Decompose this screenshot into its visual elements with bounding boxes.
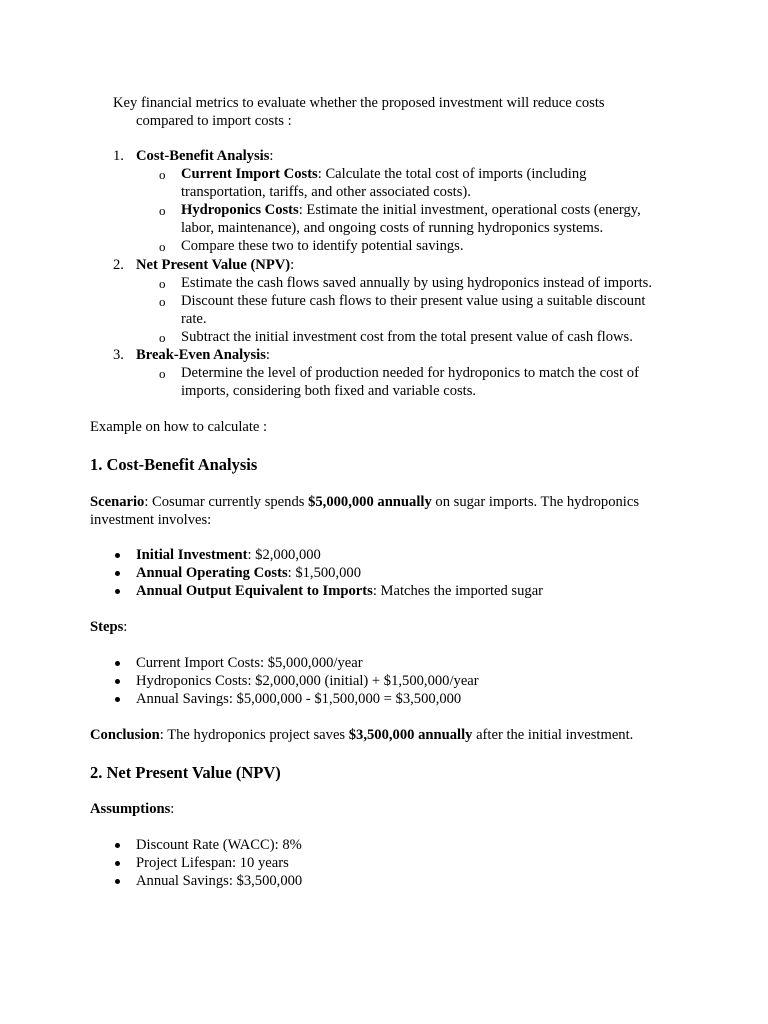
section-2-heading: 2. Net Present Value (NPV) xyxy=(90,763,281,782)
investment-item-2: Annual Operating Costs: $1,500,000 xyxy=(136,565,362,581)
investment-item-3: Annual Output Equivalent to Imports: Matches the imported sugar xyxy=(136,583,544,599)
assumption-1: Discount Rate (WACC): 8% xyxy=(136,837,302,853)
steps-label: Steps: xyxy=(90,619,128,635)
bullet-dot xyxy=(115,879,120,884)
sub-marker: o xyxy=(159,203,166,218)
metric-2-marker: 2. xyxy=(113,257,124,273)
metric-2-sub-2: Discount these future cash flows to their present value using a suitable discount xyxy=(181,293,646,309)
metric-3-title: Break-Even Analysis: xyxy=(136,347,270,363)
metric-2-sub-2-cont: rate. xyxy=(181,311,207,327)
assumption-2: Project Lifespan: 10 years xyxy=(136,855,289,871)
assumption-3: Annual Savings: $3,500,000 xyxy=(136,873,303,889)
sub-marker: o xyxy=(159,330,166,345)
scenario-line-1: Scenario: Cosumar currently spends $5,000,000 annually on sugar imports. The hydroponics xyxy=(90,494,640,510)
sub-marker: o xyxy=(159,366,166,381)
bullet-dot xyxy=(115,571,120,576)
sub-marker: o xyxy=(159,167,166,182)
bullet-dot xyxy=(115,589,120,594)
sub-marker: o xyxy=(159,294,166,309)
metric-1-title: Cost-Benefit Analysis: xyxy=(136,148,274,164)
intro-line-1: Key financial metrics to evaluate whether the proposed investment will reduce costs xyxy=(113,95,605,111)
metric-2-sub-3: Subtract the initial investment cost from the total present value of cash flows. xyxy=(181,329,633,345)
conclusion: Conclusion: The hydroponics project saves $3,500,000 annually after the initial investment. xyxy=(90,727,634,743)
metric-1-sub-1-cont: transportation, tariffs, and other associated costs). xyxy=(181,184,471,200)
sub-marker: o xyxy=(159,239,166,254)
step-3: Annual Savings: $5,000,000 - $1,500,000 = $3,500,000 xyxy=(136,691,462,707)
metric-1-sub-1: Current Import Costs: Calculate the total cost of imports (including xyxy=(181,166,587,182)
bullet-dot xyxy=(115,861,120,866)
intro-line-2: compared to import costs : xyxy=(136,113,292,129)
sub-marker: o xyxy=(159,276,166,291)
metric-1-sub-2: Hydroponics Costs: Estimate the initial investment, operational costs (energy, xyxy=(181,202,641,218)
metric-3-sub-1: Determine the level of production needed for hydroponics to match the cost of xyxy=(181,365,639,381)
metric-1-marker: 1. xyxy=(113,148,124,164)
assumptions-label: Assumptions: xyxy=(90,801,175,817)
bullet-dot xyxy=(115,661,120,666)
bullet-dot xyxy=(115,553,120,558)
bullet-dot xyxy=(115,843,120,848)
bullet-dot xyxy=(115,679,120,684)
scenario-line-2: investment involves: xyxy=(90,512,212,528)
section-1-heading: 1. Cost-Benefit Analysis xyxy=(90,455,258,474)
metric-2-title: Net Present Value (NPV): xyxy=(136,257,295,273)
metric-2-sub-1: Estimate the cash flows saved annually by using hydroponics instead of imports. xyxy=(181,275,652,291)
metric-3-marker: 3. xyxy=(113,347,124,363)
step-1: Current Import Costs: $5,000,000/year xyxy=(136,655,363,671)
example-label: Example on how to calculate : xyxy=(90,419,268,435)
metric-1-sub-3: Compare these two to identify potential savings. xyxy=(181,238,464,254)
metric-3-sub-1-cont: imports, considering both fixed and variable costs. xyxy=(181,383,477,399)
step-2: Hydroponics Costs: $2,000,000 (initial) + $1,500,000/year xyxy=(136,673,479,689)
investment-item-1: Initial Investment: $2,000,000 xyxy=(136,547,321,563)
metric-1-sub-2-cont: labor, maintenance), and ongoing costs of running hydroponics systems. xyxy=(181,220,604,236)
bullet-dot xyxy=(115,697,120,702)
